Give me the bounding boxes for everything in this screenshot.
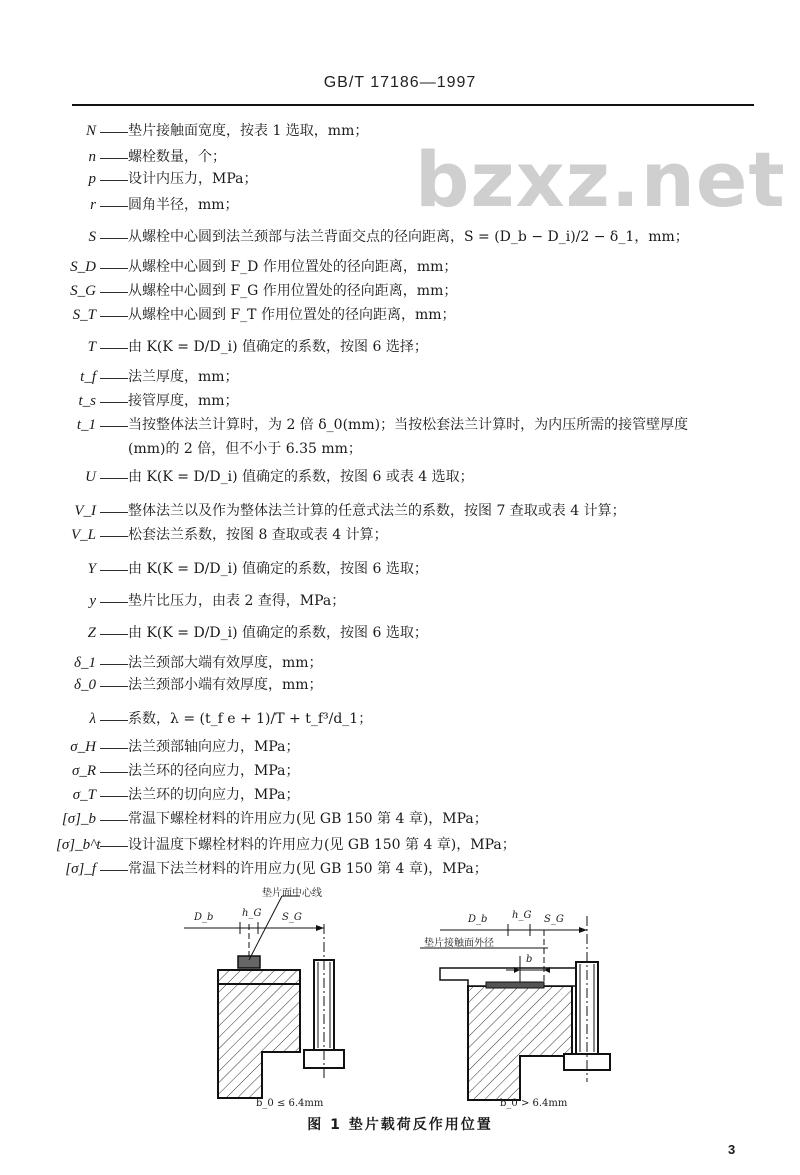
- label-right-sg: S_G: [544, 914, 564, 925]
- symbol: [σ]_f: [65, 861, 96, 877]
- dash: ——: [100, 171, 128, 187]
- dash: ——: [100, 393, 128, 409]
- definition-text: 从螺栓中心圆到法兰颈部与法兰背面交点的径向距离，S = (D_b − D_i)/2 − δ_1，mm；: [128, 229, 689, 245]
- symbol: t_f: [80, 369, 96, 385]
- symbol: U: [85, 469, 96, 485]
- definition-text: 垫片接触面宽度，按表 1 选取，mm；: [128, 123, 369, 139]
- definition-text: 从螺栓中心圆到 F_G 作用位置处的径向距离，mm；: [128, 283, 458, 299]
- left-flange-body: [218, 984, 300, 1098]
- definition-text: 由 K(K = D/D_i) 值确定的系数，按图 6 选取；: [128, 625, 428, 641]
- symbol: δ_0: [74, 677, 96, 693]
- definition-text: 系数，λ = (t_f e + 1)/T + t_f³/d_1；: [128, 711, 373, 727]
- definition-text: 法兰环的径向应力，MPa；: [128, 763, 300, 779]
- symbol: S: [88, 229, 96, 245]
- dash: ——: [100, 677, 128, 693]
- dash: ——: [100, 561, 128, 577]
- dash: ——: [100, 123, 128, 139]
- definition-text: 常温下法兰材料的许用应力(见 GB 150 第 4 章)，MPa；: [128, 861, 488, 877]
- symbol: n: [88, 149, 96, 165]
- label-gasket-center-line: 垫片面中心线: [262, 888, 322, 899]
- definition-text: 法兰厚度，mm；: [128, 369, 239, 385]
- symbol: V_I: [74, 503, 96, 519]
- definition-text: 法兰颈部小端有效厚度，mm；: [128, 677, 323, 693]
- symbol: [σ]_b^t: [56, 837, 101, 853]
- symbol: λ: [89, 711, 96, 727]
- dash: ——: [100, 837, 128, 853]
- definition-text: 由 K(K = D/D_i) 值确定的系数，按图 6 或表 4 选取；: [128, 469, 474, 485]
- dash: ——: [100, 197, 128, 213]
- dash: ——: [100, 469, 128, 485]
- dash: ——: [100, 283, 128, 299]
- definition-text: 垫片比压力，由表 2 查得，MPa；: [128, 593, 346, 609]
- dash: ——: [100, 307, 128, 323]
- definition-text: 法兰颈部大端有效厚度，mm；: [128, 655, 323, 671]
- symbol: N: [85, 123, 96, 139]
- dash: ——: [100, 787, 128, 803]
- left-gasket: [238, 956, 260, 968]
- right-flange-body: [468, 986, 572, 1100]
- symbol: σ_R: [71, 763, 96, 779]
- symbol: p: [88, 171, 96, 187]
- definition-text: 整体法兰以及作为整体法兰计算的任意式法兰的系数，按图 7 查取或表 4 计算；: [128, 503, 626, 519]
- label-left-hg: h_G: [242, 908, 262, 919]
- page-header: GB/T 17186—1997: [323, 74, 477, 91]
- definition-text: 设计内压力，MPa；: [128, 171, 258, 187]
- symbol: t_s: [78, 393, 96, 409]
- dash: ——: [100, 655, 128, 671]
- dash: ——: [100, 763, 128, 779]
- symbol: t_1: [76, 417, 96, 433]
- definition-text: 由 K(K = D/D_i) 值确定的系数，按图 6 选择；: [128, 339, 428, 355]
- definition-text: 法兰环的切向应力，MPa；: [128, 787, 300, 803]
- label-right-db: D_b: [468, 914, 488, 925]
- dash: ——: [100, 503, 128, 519]
- label-left-condition: b_0 ≤ 6.4mm: [256, 1098, 324, 1109]
- left-ring-plate: [218, 970, 300, 984]
- label-right-hg: h_G: [512, 910, 532, 921]
- definition-text: (mm)的 2 倍，但不小于 6.35 mm；: [128, 441, 362, 457]
- symbol: V_L: [70, 527, 96, 543]
- symbol: δ_1: [74, 655, 96, 671]
- definition-text: 设计温度下螺栓材料的许用应力(见 GB 150 第 4 章)，MPa；: [128, 837, 516, 853]
- definition-text: 接管厚度，mm；: [128, 393, 239, 409]
- watermark: bzxz.net: [415, 135, 786, 224]
- dash: ——: [100, 711, 128, 727]
- definition-text: 圆角半径，mm；: [128, 197, 239, 213]
- right-gasket: [486, 982, 544, 988]
- dash: ——: [100, 259, 128, 275]
- dash: ——: [100, 229, 128, 245]
- label-gasket-outer-diameter: 垫片接触面外径: [424, 938, 494, 949]
- page-number: 3: [728, 1142, 736, 1157]
- definition-text: 从螺栓中心圆到 F_T 作用位置处的径向距离，mm；: [128, 307, 456, 323]
- definition-text: 从螺栓中心圆到 F_D 作用位置处的径向距离，mm；: [128, 259, 458, 275]
- definition-text: 常温下螺栓材料的许用应力(见 GB 150 第 4 章)，MPa；: [128, 811, 488, 827]
- symbol: σ_T: [72, 787, 96, 803]
- dash: ——: [100, 811, 128, 827]
- symbol: S_D: [70, 259, 96, 275]
- dash: ——: [100, 417, 128, 433]
- dash: ——: [100, 369, 128, 385]
- symbol: Z: [87, 625, 96, 641]
- symbol: [σ]_b: [61, 811, 96, 827]
- dash: ——: [100, 527, 128, 543]
- symbol: r: [90, 197, 96, 213]
- dash: ——: [100, 739, 128, 755]
- dash: ——: [100, 339, 128, 355]
- figure-caption: 图 1 垫片载荷反作用位置: [307, 1117, 493, 1133]
- symbol: T: [87, 339, 96, 355]
- symbol: S_T: [72, 307, 96, 323]
- label-left-sg: S_G: [282, 912, 302, 923]
- dash: ——: [100, 149, 128, 165]
- definition-text: 法兰颈部轴向应力，MPa；: [128, 739, 300, 755]
- dash: ——: [100, 861, 128, 877]
- dash: ——: [100, 625, 128, 641]
- label-right-condition: b_0 > 6.4mm: [500, 1098, 568, 1109]
- definition-text: 由 K(K = D/D_i) 值确定的系数，按图 6 选取；: [128, 561, 428, 577]
- symbol: y: [89, 593, 96, 609]
- definition-text: 松套法兰系数，按图 8 查取或表 4 计算；: [128, 527, 388, 543]
- symbol: σ_H: [70, 739, 96, 755]
- label-right-b: b: [526, 954, 533, 965]
- label-left-db: D_b: [194, 912, 214, 923]
- definition-text: 当按整体法兰计算时，为 2 倍 δ_0(mm)；当按松套法兰计算时，为内压所需的接管壁厚度: [128, 417, 689, 433]
- left-flange-drawing: [184, 896, 344, 1098]
- symbol: S_G: [70, 283, 96, 299]
- symbol: Y: [87, 561, 96, 577]
- dash: ——: [100, 593, 128, 609]
- definition-text: 螺栓数量，个；: [128, 149, 226, 165]
